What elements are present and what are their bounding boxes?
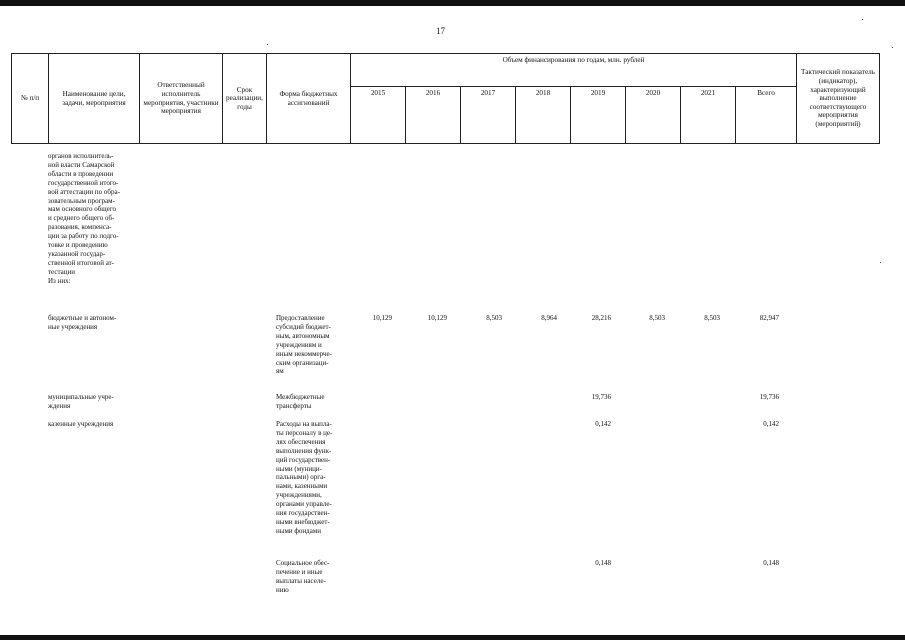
header-funding: Объем финансирования по годам, млн. рублей [351,54,797,87]
row-1-form [276,314,356,376]
row-3-name [48,420,148,429]
of-which-label: Из них: [48,276,71,285]
text-line: печение и иные [276,567,323,576]
text-line: Межбюджетные [276,393,325,401]
text-line: ными (муници- [276,464,322,473]
row-1-name [48,314,148,332]
text-line: Расходы на выпла- [276,420,332,428]
row-1-value-2017: 8,503 [486,314,502,322]
row-1-value-2021: 8,503 [704,314,720,322]
row-1-value-2020: 8,503 [649,314,665,322]
row-2-value-total: 19,736 [759,393,779,401]
text-line: органов исполнитель- [48,152,114,160]
text-line: субсидий бюджет- [276,322,331,331]
text-line: учреждениям и [276,340,322,349]
text-line: разования, компенса- [48,223,112,232]
scan-speck [880,262,881,263]
text-line: указанной государ- [48,249,106,258]
row-1-value-2016: 10,129 [427,314,447,322]
row-1-value-2015: 10,129 [372,314,392,322]
header-year-2019: 2019 [571,87,626,144]
text-line: учреждениями, [276,491,322,500]
scan-speck [267,44,268,45]
text-line: мам основного общего [48,205,116,214]
text-line: нию [276,585,289,594]
row-2-name [48,393,148,411]
text-line: ты персоналу в це- [276,428,333,437]
text-line: и среднего общего об- [48,214,115,223]
row-4-form [276,559,356,595]
header-year-2018: 2018 [516,87,571,144]
header-form: Форма бюджетных ассигнований [267,54,351,144]
header-indicator: Тактический показатель (индикатор), характеризующий выполнение соответствующего мероприятия (мероприятий) [797,54,880,144]
text-line: ными фондами [276,526,322,535]
header-term: Срок реализации, годы [223,54,267,144]
text-line: зовательным програм- [48,196,115,205]
row-1-value-2018: 8,964 [541,314,557,322]
text-line: ния государствен- [276,509,330,518]
text-line: казенные учреждения [48,420,114,428]
text-line: органами управле- [276,500,332,509]
scan-speck [862,19,863,20]
header-year-2017: 2017 [461,87,516,144]
text-line: вой аттестации по обра- [48,187,120,196]
text-line: выплаты населе- [276,576,326,585]
row-3-value-2019: 0,142 [595,420,611,428]
text-line: муниципальные учре- [48,393,114,401]
row-4-value-2019: 0,148 [595,559,611,567]
header-year-2015: 2015 [351,87,406,144]
header-year-total: Всего [736,87,797,144]
text-line: ной власти Самарской [48,160,115,169]
text-line: ций государствен- [276,455,331,464]
row-1-value-total: 82,947 [759,314,779,322]
row-3-form [276,420,356,536]
text-line: выполнения функ- [276,446,332,455]
text-line: товке и проведению [48,241,108,250]
row-2-form [276,393,356,411]
header-name: Наименование цели, задачи, мероприятия [49,54,140,144]
scan-speck [892,47,893,48]
text-line: бюджетные и автоном- [48,314,117,322]
row-4-value-total: 0,148 [763,559,779,567]
continuation-text [48,152,148,286]
header-responsible: Ответственный исполнитель мероприятия, участники мероприятия [140,54,223,144]
text-line: трансферты [276,401,312,410]
text-line: нами, казенными [276,482,328,491]
text-line: Социальное обес- [276,559,330,567]
text-line: ции за работу по подго- [48,232,119,241]
header-year-2016: 2016 [406,87,461,144]
row-2-value-2019: 19,736 [591,393,611,401]
text-line: Предоставление [276,314,325,322]
header-year-2021: 2021 [681,87,736,144]
text-line: ным, автономным [276,331,330,340]
text-line: ственной итоговой ат- [48,258,115,267]
text-line: ям [276,367,284,376]
text-line: пальными) орга- [276,473,326,482]
text-line: ными внебюджет- [276,517,330,526]
page-number: 17 [436,26,445,36]
text-line: области в проведении [48,169,114,178]
text-line: ским организаци- [276,358,329,367]
header-num: № п/п [12,54,49,144]
text-line: государственной итого- [48,178,119,187]
bottom-scan-border [0,635,905,640]
top-scan-border [0,0,905,6]
text-line: тестации [48,267,75,276]
row-1-value-2019: 28,216 [591,314,611,322]
header-year-2020: 2020 [626,87,681,144]
text-line: иным некоммерче- [276,349,332,358]
text-line: ные учреждения [48,322,98,331]
table-header [11,53,880,144]
text-line: ждения [48,401,71,410]
text-line: лях обеспечения [276,437,326,446]
row-3-value-total: 0,142 [763,420,779,428]
